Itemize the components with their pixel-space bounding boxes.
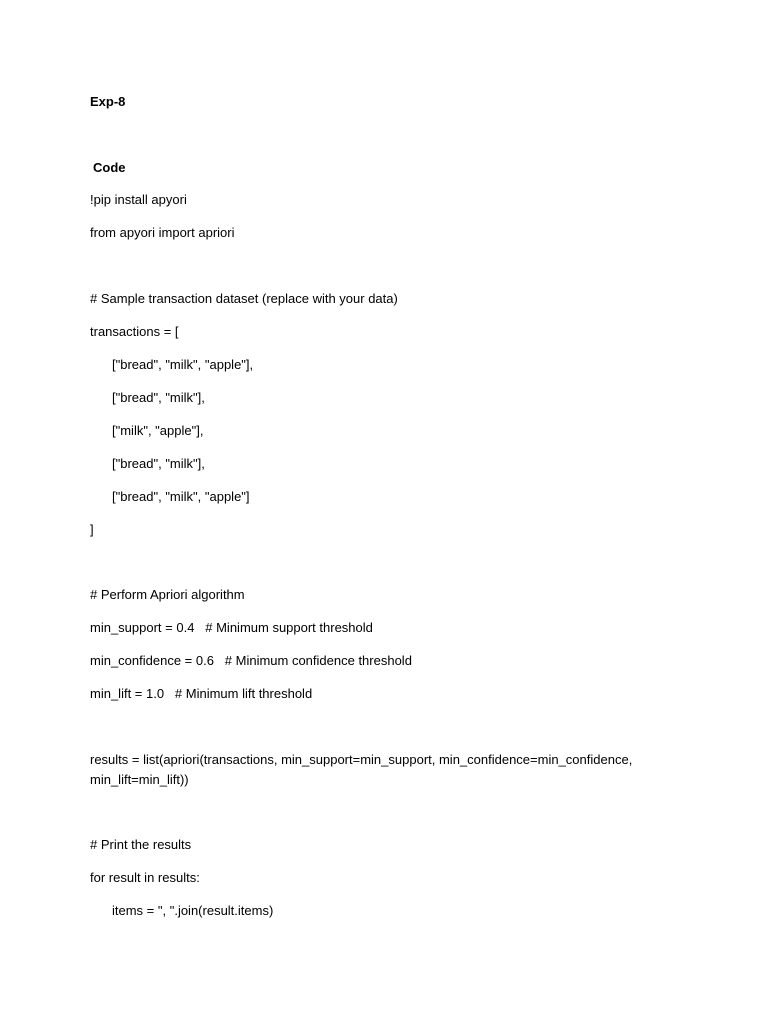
code-line: min_lift=min_lift)) xyxy=(90,772,189,787)
code-line: transactions = [ xyxy=(90,324,179,339)
code-line: results = list(apriori(transactions, min_support=min_support, min_confidence=min_confidence, xyxy=(90,752,633,767)
code-line: ] xyxy=(90,522,94,537)
code-line: min_support = 0.4 # Minimum support threshold xyxy=(90,620,373,635)
code-line: min_lift = 1.0 # Minimum lift threshold xyxy=(90,686,313,701)
code-heading: Code xyxy=(93,160,126,175)
document-title: Exp-8 xyxy=(90,94,126,109)
code-line: items = ", ".join(result.items) xyxy=(112,903,274,918)
code-comment: # Print the results xyxy=(90,837,192,852)
code-line: !pip install apyori xyxy=(90,192,187,207)
code-line: from apyori import apriori xyxy=(90,225,235,240)
code-line: ["bread", "milk"], xyxy=(112,390,205,405)
code-line: ["bread", "milk"], xyxy=(112,456,205,471)
code-line: ["bread", "milk", "apple"], xyxy=(112,357,254,372)
code-line: ["milk", "apple"], xyxy=(112,423,204,438)
code-comment: # Perform Apriori algorithm xyxy=(90,587,245,602)
code-line: min_confidence = 0.6 # Minimum confidence threshold xyxy=(90,653,412,668)
code-line: ["bread", "milk", "apple"] xyxy=(112,489,250,504)
code-comment: # Sample transaction dataset (replace with your data) xyxy=(90,291,398,306)
code-line: for result in results: xyxy=(90,870,200,885)
